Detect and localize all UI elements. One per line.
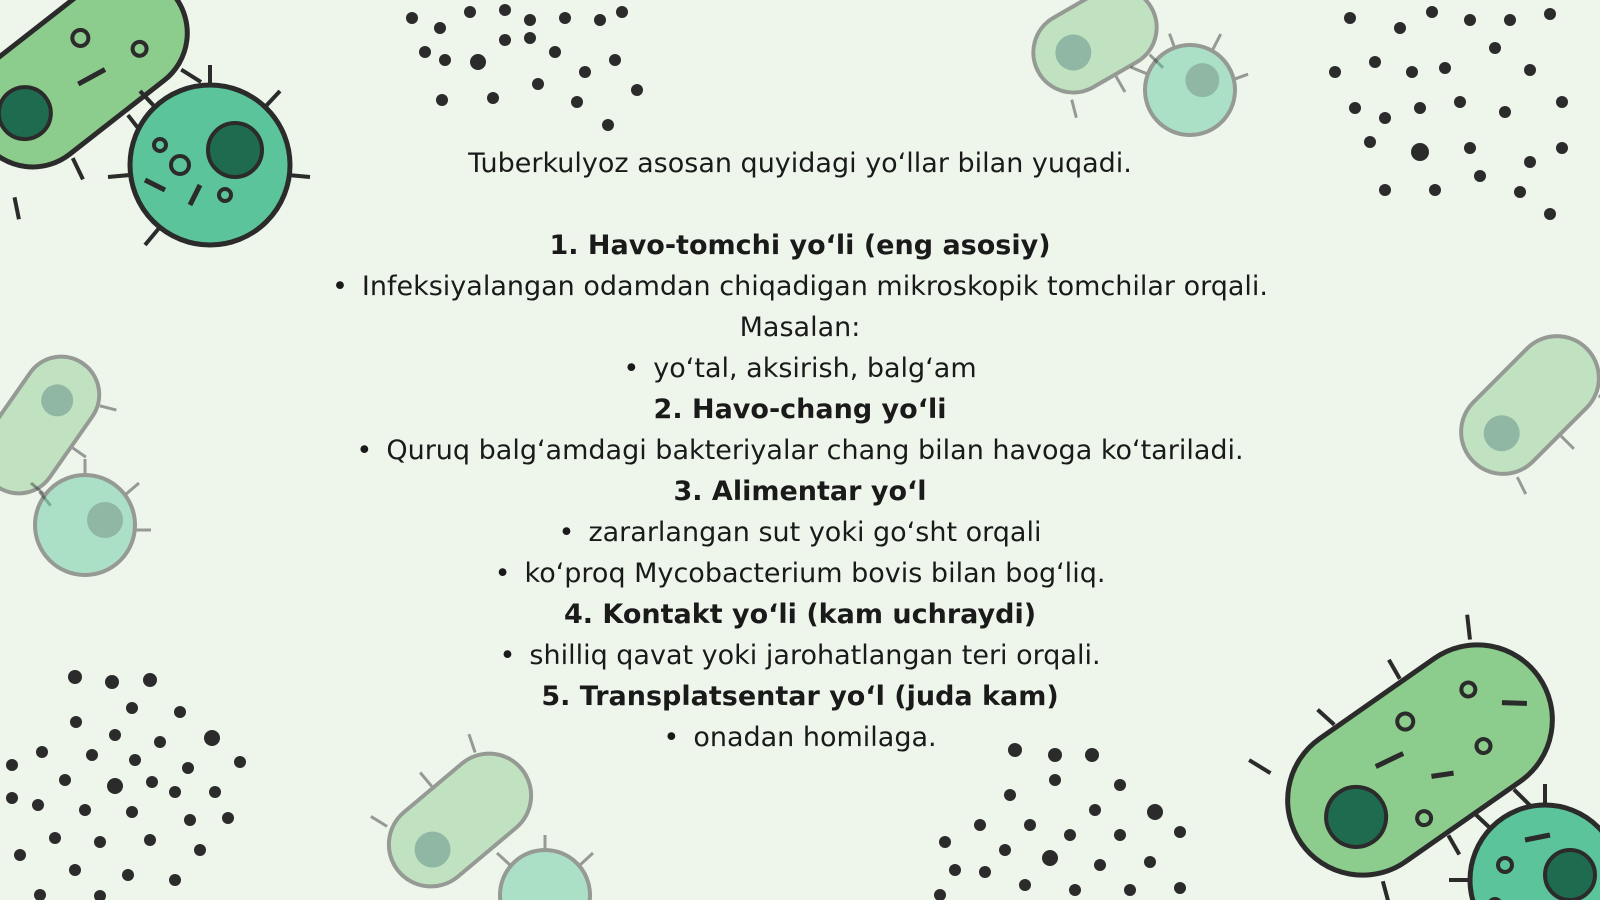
section-heading-airborne-dust: 2. Havo-chang yo‘li [653,394,947,425]
bullet-text: ko‘proq Mycobacterium bovis bilan bog‘liq. [524,558,1106,589]
bullet-text: zararlangan sut yoki go‘sht orqali [588,517,1042,548]
intro-text: Tuberkulyoz asosan quyidagi yo‘llar bilan yuqadi. [468,148,1132,179]
bullet-icon: • [558,517,575,548]
bullet-text: onadan homilaga. [693,722,937,753]
example-label: Masalan: [739,312,861,343]
bullet-item [0,556,1600,592]
bullet-item [0,515,1600,551]
bullet-icon: • [331,271,348,302]
section-heading-alimentary: 3. Alimentar yo‘l [673,476,927,507]
bullet-item [0,351,1600,387]
bullet-item [0,433,1600,469]
section-heading-airborne-droplet: 1. Havo-tomchi yo‘li (eng asosiy) [549,230,1051,261]
bullet-icon: • [499,640,516,671]
bullet-text: shilliq qavat yoki jarohatlangan teri orqali. [529,640,1101,671]
bullet-item [0,638,1600,674]
bullet-icon: • [623,353,640,384]
bullet-icon: • [356,435,373,466]
bullet-item [0,720,1600,756]
bullet-text: yo‘tal, aksirish, balg‘am [653,353,977,384]
bullet-icon: • [494,558,511,589]
bullet-icon: • [663,722,680,753]
section-heading-contact: 4. Kontakt yo‘li (kam uchraydi) [563,599,1037,630]
bullet-text: Quruq balg‘amdagi bakteriyalar chang bilan havoga ko‘tariladi. [386,435,1244,466]
bullet-text: Infeksiyalangan odamdan chiqadigan mikroskopik tomchilar orqali. [361,271,1269,302]
section-heading-transplacental: 5. Transplatsentar yo‘l (juda kam) [541,681,1059,712]
bullet-item [0,269,1600,305]
